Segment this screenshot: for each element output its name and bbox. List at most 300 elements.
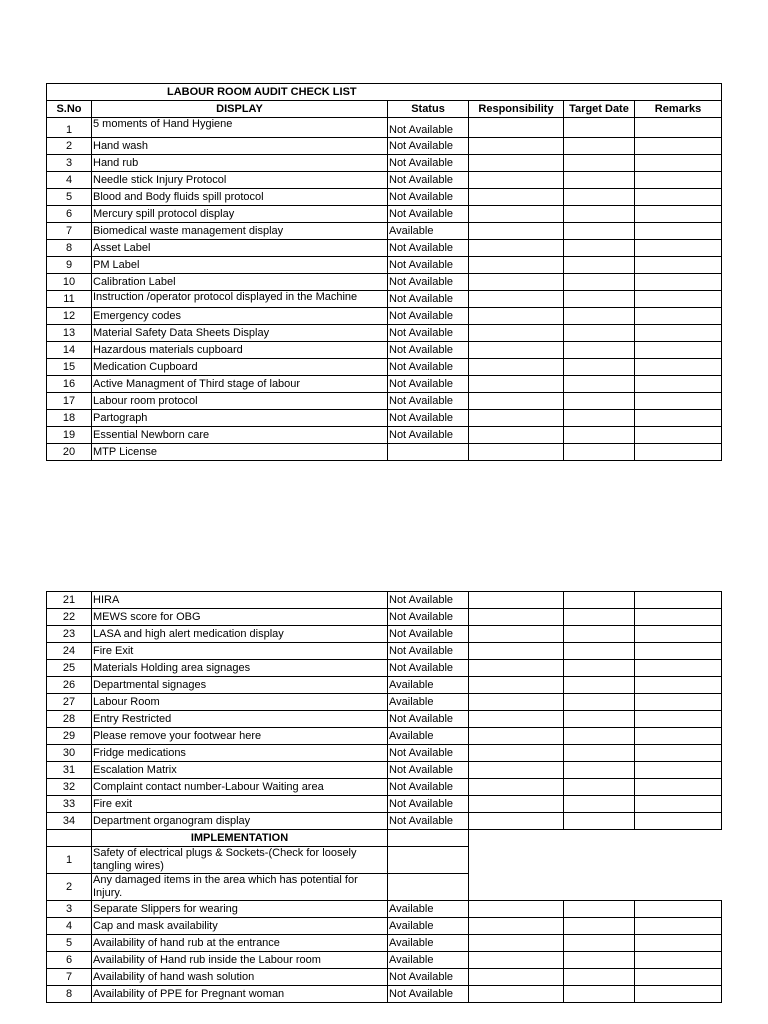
header-display: DISPLAY [92,101,388,118]
row-status: Not Available [388,274,469,291]
row-target-date [564,118,635,138]
row-remarks [635,626,722,643]
row-target-date [564,240,635,257]
row-sno: 32 [47,779,92,796]
row-responsibility [469,986,564,1003]
row-status: Available [388,223,469,240]
row-sno: 29 [47,728,92,745]
table-row [47,444,722,461]
row-remarks [635,969,722,986]
row-target-date [564,986,635,1003]
row-sno: 6 [47,206,92,223]
row-item: Availability of hand rub at the entrance [92,935,388,952]
table-row [47,745,722,762]
row-item: Cap and mask availability [92,918,388,935]
row-status: Not Available [388,206,469,223]
row-status: Not Available [388,410,469,427]
table-row [47,918,722,935]
row-responsibility [469,745,564,762]
row-remarks [635,677,722,694]
header-target-date: Target Date [564,101,635,118]
table-row [47,308,722,325]
row-responsibility [469,626,564,643]
row-remarks [635,694,722,711]
row-status: Not Available [388,745,469,762]
implementation-section-row [47,830,722,847]
row-target-date [564,592,635,609]
row-remarks [635,206,722,223]
row-target-date [564,342,635,359]
table-row [47,410,722,427]
row-sno: 5 [47,935,92,952]
row-sno: 31 [47,762,92,779]
row-target-date [564,291,635,308]
row-responsibility [469,711,564,728]
row-remarks [635,223,722,240]
row-sno: 10 [47,274,92,291]
row-target-date [564,609,635,626]
row-responsibility [469,155,564,172]
row-target-date [564,359,635,376]
row-sno: 4 [47,172,92,189]
row-remarks [635,240,722,257]
row-responsibility [469,813,564,830]
row-item: Entry Restricted [92,711,388,728]
row-sno: 3 [47,155,92,172]
section-empty-cell [564,830,635,847]
row-sno: 9 [47,257,92,274]
row-status: Not Available [388,291,469,308]
row-status: Not Available [388,172,469,189]
row-responsibility [469,728,564,745]
table-row [47,206,722,223]
row-target-date [564,257,635,274]
row-status: Not Available [388,796,469,813]
header-responsibility: Responsibility [469,101,564,118]
row-item: Medication Cupboard [92,359,388,376]
audit-table-part1 [46,83,722,461]
row-item: Mercury spill protocol display [92,206,388,223]
row-target-date [564,935,635,952]
row-target-date [564,969,635,986]
row-responsibility [469,935,564,952]
table-row [47,393,722,410]
row-sno: 23 [47,626,92,643]
row-responsibility [469,342,564,359]
table-row [47,155,722,172]
row-responsibility [469,643,564,660]
row-sno: 3 [47,901,92,918]
row-status: Not Available [388,155,469,172]
row-sno: 21 [47,592,92,609]
row-status: Not Available [388,813,469,830]
row-responsibility [469,410,564,427]
row-sno: 18 [47,410,92,427]
row-sno: 8 [47,240,92,257]
section-empty-cell [469,830,564,847]
row-target-date [564,660,635,677]
row-target-date [564,274,635,291]
row-remarks [635,986,722,1003]
table-row [47,376,722,393]
section-empty-cell [635,830,722,847]
row-status: Not Available [388,325,469,342]
row-status: Not Available [388,138,469,155]
row-responsibility [469,189,564,206]
row-remarks [635,745,722,762]
table-row [47,762,722,779]
row-responsibility [469,609,564,626]
table-row [47,609,722,626]
row-sno: 2 [47,138,92,155]
table-row [47,796,722,813]
row-remarks [635,918,722,935]
row-item: Emergency codes [92,308,388,325]
row-target-date [564,847,635,874]
row-target-date [564,444,635,461]
row-item: Department organogram display [92,813,388,830]
section-sno-cell [47,830,92,847]
row-target-date [564,223,635,240]
row-target-date [564,138,635,155]
row-responsibility [469,274,564,291]
table-row [47,874,722,901]
row-remarks [635,359,722,376]
row-target-date [564,711,635,728]
row-sno: 1 [47,118,92,138]
table-row [47,172,722,189]
header-sno: S.No [47,101,92,118]
row-status: Not Available [388,359,469,376]
row-remarks [635,342,722,359]
page-title: LABOUR ROOM AUDIT CHECK LIST [47,84,722,101]
row-responsibility [469,172,564,189]
table-row [47,986,722,1003]
table-row [47,660,722,677]
row-status: Not Available [388,257,469,274]
row-status [388,444,469,461]
row-sno: 27 [47,694,92,711]
row-item: Instruction /operator protocol displayed in the Machine [92,291,388,308]
row-responsibility [469,762,564,779]
row-item: Availability of hand wash solution [92,969,388,986]
row-item: Partograph [92,410,388,427]
row-target-date [564,874,635,901]
row-status: Not Available [388,393,469,410]
row-target-date [564,677,635,694]
header-remarks: Remarks [635,101,722,118]
row-item: LASA and high alert medication display [92,626,388,643]
row-item: Hand rub [92,155,388,172]
row-status: Not Available [388,626,469,643]
table-row [47,779,722,796]
row-item: Labour Room [92,694,388,711]
row-responsibility [469,779,564,796]
row-remarks [635,189,722,206]
row-target-date [564,206,635,223]
table-row [47,813,722,830]
row-responsibility [469,359,564,376]
row-sno: 30 [47,745,92,762]
row-item: Fire Exit [92,643,388,660]
table-row [47,223,722,240]
row-remarks [635,393,722,410]
row-responsibility [469,660,564,677]
row-item: HIRA [92,592,388,609]
row-remarks [635,609,722,626]
table-row [47,643,722,660]
row-sno: 1 [47,847,92,874]
table-row [47,935,722,952]
table-row [47,291,722,308]
row-status: Not Available [388,762,469,779]
row-item: Asset Label [92,240,388,257]
row-responsibility [469,325,564,342]
table-row [47,189,722,206]
row-status: Not Available [388,609,469,626]
row-item: Essential Newborn care [92,427,388,444]
row-responsibility [469,427,564,444]
row-sno: 34 [47,813,92,830]
row-responsibility [469,677,564,694]
row-item: Fire exit [92,796,388,813]
section-status-cell [388,830,469,847]
row-status: Available [388,918,469,935]
row-sno: 28 [47,711,92,728]
row-item: Materials Holding area signages [92,660,388,677]
row-target-date [564,694,635,711]
row-remarks [635,952,722,969]
row-status: Not Available [388,342,469,359]
row-sno: 16 [47,376,92,393]
row-item: Availability of PPE for Pregnant woman [92,986,388,1003]
row-responsibility [469,308,564,325]
row-status: Available [388,677,469,694]
row-remarks [635,274,722,291]
row-remarks [635,901,722,918]
row-target-date [564,189,635,206]
row-item: Safety of electrical plugs & Sockets-(Check for loosely tangling wires) [92,847,388,874]
row-responsibility [469,952,564,969]
row-responsibility [469,796,564,813]
row-remarks [635,847,722,874]
row-remarks [635,762,722,779]
row-item: Fridge medications [92,745,388,762]
row-remarks [635,874,722,901]
row-status: Not Available [388,711,469,728]
row-remarks [635,728,722,745]
row-sno: 7 [47,969,92,986]
row-sno: 13 [47,325,92,342]
row-status: Not Available [388,189,469,206]
row-remarks [635,325,722,342]
row-sno: 8 [47,986,92,1003]
row-sno: 4 [47,918,92,935]
row-target-date [564,745,635,762]
audit-table-part2 [46,591,722,1003]
row-target-date [564,626,635,643]
row-remarks [635,138,722,155]
row-target-date [564,325,635,342]
row-responsibility [469,206,564,223]
row-remarks [635,711,722,728]
row-target-date [564,762,635,779]
row-sno: 7 [47,223,92,240]
row-responsibility [469,694,564,711]
row-sno: 5 [47,189,92,206]
row-responsibility [469,118,564,138]
row-sno: 26 [47,677,92,694]
header-row [47,101,722,118]
row-item: Active Managment of Third stage of labour [92,376,388,393]
row-remarks [635,118,722,138]
row-item: Blood and Body fluids spill protocol [92,189,388,206]
row-status: Available [388,728,469,745]
table-row [47,677,722,694]
title-row [47,84,722,101]
row-item: Needle stick Injury Protocol [92,172,388,189]
table-row [47,626,722,643]
row-status: Available [388,952,469,969]
row-remarks [635,592,722,609]
row-sno: 20 [47,444,92,461]
table-row [47,592,722,609]
row-sno: 19 [47,427,92,444]
row-responsibility [469,257,564,274]
row-item: Separate Slippers for wearing [92,901,388,918]
row-sno: 24 [47,643,92,660]
row-remarks [635,427,722,444]
row-sno: 11 [47,291,92,308]
table-row [47,847,722,874]
row-target-date [564,796,635,813]
row-status: Available [388,901,469,918]
row-item: Material Safety Data Sheets Display [92,325,388,342]
row-responsibility [469,223,564,240]
row-sno: 25 [47,660,92,677]
row-target-date [564,901,635,918]
table-row [47,274,722,291]
row-remarks [635,155,722,172]
row-responsibility [469,444,564,461]
row-responsibility [469,847,564,874]
row-responsibility [469,901,564,918]
header-status: Status [388,101,469,118]
row-target-date [564,918,635,935]
implementation-heading: IMPLEMENTATION [92,830,388,847]
row-target-date [564,427,635,444]
table-row [47,969,722,986]
row-sno: 12 [47,308,92,325]
row-status [388,847,469,874]
row-target-date [564,172,635,189]
row-status: Not Available [388,376,469,393]
row-target-date [564,155,635,172]
row-target-date [564,308,635,325]
row-remarks [635,291,722,308]
row-responsibility [469,240,564,257]
row-target-date [564,952,635,969]
row-remarks [635,444,722,461]
row-status: Not Available [388,779,469,796]
row-item: Biomedical waste management display [92,223,388,240]
row-responsibility [469,969,564,986]
row-target-date [564,376,635,393]
row-item: Please remove your footwear here [92,728,388,745]
row-sno: 17 [47,393,92,410]
row-responsibility [469,393,564,410]
row-item: Hazardous materials cupboard [92,342,388,359]
row-status: Not Available [388,118,469,138]
row-item: Complaint contact number-Labour Waiting area [92,779,388,796]
row-remarks [635,376,722,393]
table-row [47,359,722,376]
row-target-date [564,813,635,830]
row-responsibility [469,376,564,393]
row-responsibility [469,592,564,609]
table-row [47,901,722,918]
row-remarks [635,813,722,830]
table-row [47,138,722,155]
row-status [388,874,469,901]
row-remarks [635,257,722,274]
row-sno: 2 [47,874,92,901]
row-sno: 6 [47,952,92,969]
table-row [47,325,722,342]
row-remarks [635,779,722,796]
table-row [47,240,722,257]
table-row [47,728,722,745]
row-responsibility [469,918,564,935]
row-remarks [635,796,722,813]
table-row [47,118,722,138]
row-sno: 14 [47,342,92,359]
row-remarks [635,643,722,660]
table-row [47,694,722,711]
row-status: Not Available [388,643,469,660]
row-target-date [564,728,635,745]
row-remarks [635,172,722,189]
row-item: Departmental signages [92,677,388,694]
row-remarks [635,660,722,677]
row-item: Any damaged items in the area which has potential for Injury. [92,874,388,901]
row-status: Not Available [388,592,469,609]
row-item: Availability of Hand rub inside the Labour room [92,952,388,969]
row-status: Available [388,694,469,711]
row-target-date [564,410,635,427]
row-responsibility [469,291,564,308]
row-status: Available [388,935,469,952]
row-item: Escalation Matrix [92,762,388,779]
table-row [47,427,722,444]
row-item: 5 moments of Hand Hygiene [92,118,388,138]
row-responsibility [469,874,564,901]
table-row [47,711,722,728]
row-item: Calibration Label [92,274,388,291]
row-item: MEWS score for OBG [92,609,388,626]
row-status: Not Available [388,240,469,257]
row-sno: 15 [47,359,92,376]
table-row [47,342,722,359]
row-responsibility [469,138,564,155]
row-item: PM Label [92,257,388,274]
row-item: MTP License [92,444,388,461]
row-sno: 22 [47,609,92,626]
table-row [47,952,722,969]
table-row [47,257,722,274]
row-remarks [635,308,722,325]
row-status: Not Available [388,986,469,1003]
